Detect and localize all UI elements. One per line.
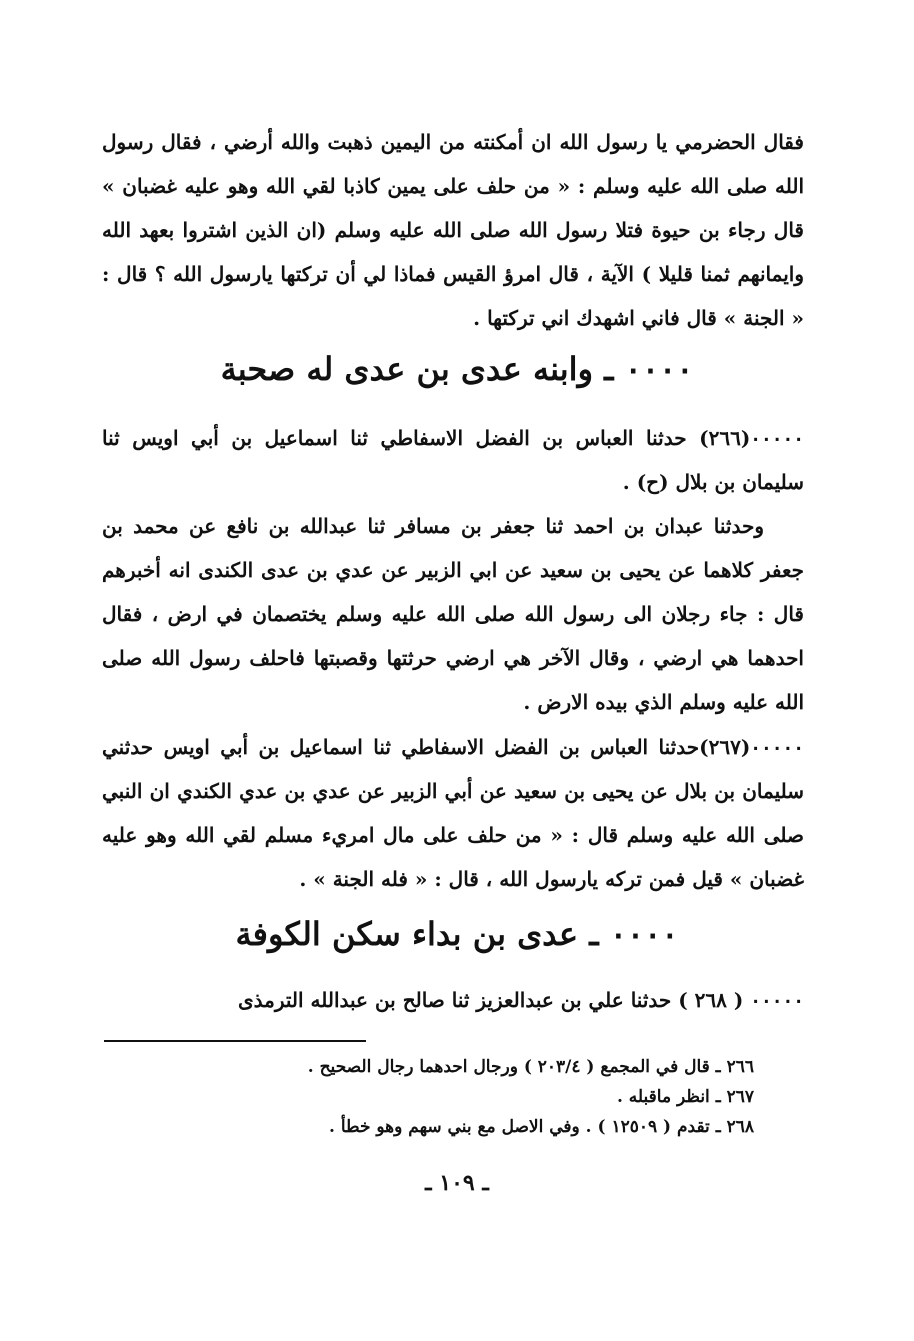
footnote-266: ٢٦٦ ـ ﻗﺎﻝ ﻓﻲ ﺍﻟﻤﺠﻤﻊ ( ٢٠٣/٤ ) ﻭﺭﺟﺎﻝ ﺍﺣﺪﻫﻤﺎ ﺭﺟﺎﻝ ﺍﻟﺼﺤﻴﺢ . xyxy=(307,1057,754,1077)
footnote-268: ٢٦٨ ـ ﺗﻘﺪﻡ ( ١٢٥٠٩ ) . ﻭﻓﻲ ﺍﻻﺻﻞ ﻣﻊ ﺑﻨﻲ ﺳﻬﻢ ﻭﻫﻮ ﺧﻄﺄ . xyxy=(328,1117,754,1137)
footnote-divider xyxy=(104,1040,366,1042)
footnote-267: ٢٦٧ ـ ﺍﻧﻈﺮ ﻣﺎﻗﺒﻠﻪ . xyxy=(616,1087,754,1107)
hadith-267-text: ٠٠٠٠٠(٢٦٧)ﺣﺪﺛﻨﺎ ﺍﻟﻌﺒﺎﺱ ﺑﻦ ﺍﻟﻔﻀﻞ ﺍﻻﺳﻔﺎﻃﻲ ﺛﻨﺎ ﺍﺳﻤﺎﻋﻴﻞ ﺑﻦ ﺃﺑﻲ ﺍﻭﻳﺲ ﺣﺪﺛﻨﻲ ﺳﻠﻴﻤﺎﻥ ﺑﻦ ﺑﻼﻝ ﻋﻦ ﻳﺤﻴﻰ ﺑﻦ ﺳﻌﻴﺪ ﻋﻦ ﺃﺑﻲ ﺍﻟﺰﺑﻴﺮ ﻋﻦ ﻋﺪﻱ ﺑﻦ ﻋﺪﻱ ﺍﻟﻜﻨﺪﻱ ﺍﻥ ﺍﻟﻨﺒﻲ ﺻﻠﻰ ﺍﻟﻠﻪ ﻋﻠﻴﻪ ﻭﺳﻠﻢ ﻗﺎﻝ : « ﻣﻦ ﺣﻠﻒ ﻋﻠﻰ ﻣﺎﻝ ﺍﻣﺮﻱﺀ ﻣﺴﻠﻢ ﻟﻘﻲ ﺍﻟﻠﻪ ﻭﻫﻮ ﻋﻠﻴﻪ ﻏﻀﺒﺎﻥ » ﻗﻴﻞ ﻓﻤﻦ ﺗﺮﻛﻪ ﻳﺎﺭﺳﻮﻝ ﺍﻟﻠﻪ ، ﻗﺎﻝ : « ﻓﻠﻪ ﺍﻟﺠﻨﺔ » . xyxy=(102,735,804,891)
hadith-266-text: ﻭﺣﺪﺛﻨﺎ ﻋﺒﺪﺍﻥ ﺑﻦ ﺍﺣﻤﺪ ﺛﻨﺎ ﺟﻌﻔﺮ ﺑﻦ ﻣﺴﺎﻓﺮ ﺛﻨﺎ ﻋﺒﺪﺍﻟﻠﻪ ﺑﻦ ﻧﺎﻓﻊ ﻋﻦ ﻣﺤﻤﺪ ﺑﻦ ﺟﻌﻔﺮ ﻛﻼﻫﻤﺎ ﻋﻦ ﻳﺤﻴﻰ ﺑﻦ ﺳﻌﻴﺪ ﻋﻦ ﺍﺑﻲ ﺍﻟﺰﺑﻴﺮ ﻋﻦ ﻋﺪﻱ ﺑﻦ ﻋﺪﻯ ﺍﻟﻜﻨﺪﻯ ﺍﻧﻪ ﺃﺧﺒﺮﻫﻢ ﻗﺎﻝ : ﺟﺎﺀ ﺭﺟﻼﻥ ﺍﻟﻰ ﺭﺳﻮﻝ ﺍﻟﻠﻪ ﺻﻠﻰ ﺍﻟﻠﻪ ﻋﻠﻴﻪ ﻭﺳﻠﻢ ﻳﺨﺘﺼﻤﺎﻥ ﻓﻲ ﺍﺭﺽ ، ﻓﻘﺎﻝ ﺍﺣﺪﻫﻤﺎ ﻫﻲ ﺍﺭﺿﻲ ، ﻭﻗﺎﻝ ﺍﻵﺧﺮ ﻫﻲ ﺍﺭﺿﻲ ﺣﺮﺛﺘﻬﺎ ﻭﻗﺼﺒﺘﻬﺎ ﻓﺎﺣﻠﻒ ﺭﺳﻮﻝ ﺍﻟﻠﻪ ﺻﻠﻰ ﺍﻟﻠﻪ ﻋﻠﻴﻪ ﻭﺳﻠﻢ ﺍﻟﺬﻱ ﺑﻴﺪﻩ ﺍﻻﺭﺽ . xyxy=(102,514,804,714)
footnotes xyxy=(154,1052,754,1142)
opening-paragraph xyxy=(102,120,804,340)
hadith-266-isnad: ٠٠٠٠٠(٢٦٦) ﺣﺪﺛﻨﺎ ﺍﻟﻌﺒﺎﺱ ﺑﻦ ﺍﻟﻔﻀﻞ ﺍﻻﺳﻔﺎﻃﻲ ﺛﻨﺎ ﺍﺳﻤﺎﻋﻴﻞ ﺑﻦ ﺃﺑﻲ ﺍﻭﻳﺲ ﺛﻨﺎ ﺳﻠﻴﻤﺎﻥ ﺑﻦ ﺑﻼﻝ (ﺡ) . xyxy=(102,426,804,494)
hadith-268-text: ٠٠٠٠٠ ( ٢٦٨ ) ﺣﺪﺛﻨﺎ ﻋﻠﻲ ﺑﻦ ﻋﺒﺪﺍﻟﻌﺰﻳﺰ ﺛﻨﺎ ﺻﺎﻟﺢ ﺑﻦ ﻋﺒﺪﺍﻟﻠﻪ ﺍﻟﺘﺮﻣﺬﻯ xyxy=(237,988,804,1012)
hadith-entry-268 xyxy=(102,978,804,1022)
page-number: ـ ١٠٩ ـ xyxy=(425,1170,489,1196)
paragraph-text: ﻓﻘﺎﻝ ﺍﻟﺤﻀﺮﻣﻲ ﻳﺎ ﺭﺳﻮﻝ ﺍﻟﻠﻪ ﺍﻥ ﺃﻣﻜﻨﺘﻪ ﻣﻦ ﺍﻟﻴﻤﻴﻦ ﺫﻫﺒﺖ ﻭﺍﻟﻠﻪ ﺃﺭﺿﻲ ، ﻓﻘﺎﻝ ﺭﺳﻮﻝ ﺍﻟﻠﻪ ﺻﻠﻰ ﺍﻟﻠﻪ ﻋﻠﻴﻪ ﻭﺳﻠﻢ : « ﻣﻦ ﺣﻠﻒ ﻋﻠﻰ ﻳﻤﻴﻦ ﻛﺎﺫﺑﺎ ﻟﻘﻲ ﺍﻟﻠﻪ ﻭﻫﻮ ﻋﻠﻴﻪ ﻏﻀﺒﺎﻥ » ﻗﺎﻝ ﺭﺟﺎﺀ ﺑﻦ ﺣﻴﻮﺓ ﻓﺘﻼ ﺭﺳﻮﻝ ﺍﻟﻠﻪ ﺻﻠﻰ ﺍﻟﻠﻪ ﻋﻠﻴﻪ ﻭﺳﻠﻢ (ﺍﻥ ﺍﻟﺬﻳﻦ ﺍﺷﺘﺮﻭﺍ ﺑﻌﻬﺪ ﺍﻟﻠﻪ ﻭﺍﻳﻤﺎﻧﻬﻢ ﺛﻤﻨﺎ ﻗﻠﻴﻼ ) ﺍﻵﻳﺔ ، ﻗﺎﻝ ﺍﻣﺮﺅ ﺍﻟﻘﻴﺲ ﻓﻤﺎﺫﺍ ﻟﻲ ﺃﻥ ﺗﺮﻛﺘﻬﺎ ﻳﺎﺭﺳﻮﻝ ﺍﻟﻠﻪ ؟ ﻗﺎﻝ : « ﺍﻟﺠﻨﺔ » ﻗﺎﻝ ﻓﺎﻧﻲ ﺍﺷﻬﺪﻙ ﺍﻧﻲ ﺗﺮﻛﺘﻬﺎ . xyxy=(102,130,804,330)
section-heading-adi-bin-badda: ٠٠٠٠ ـ ﻋﺪﻯ ﺑﻦ ﺑﺪﺍﺀ ﺳﻜﻦ ﺍﻟﻜﻮﻓﺔ xyxy=(235,915,679,953)
section-heading-adi-bin-adi: ٠٠٠٠ ـ ﻭﺍﺑﻨﻪ ﻋﺪﻯ ﺑﻦ ﻋﺪﻯ ﻟﻪ ﺻﺤﺒﺔ xyxy=(220,350,694,388)
hadith-entry-267 xyxy=(102,725,804,901)
hadith-entry-266 xyxy=(102,416,804,724)
